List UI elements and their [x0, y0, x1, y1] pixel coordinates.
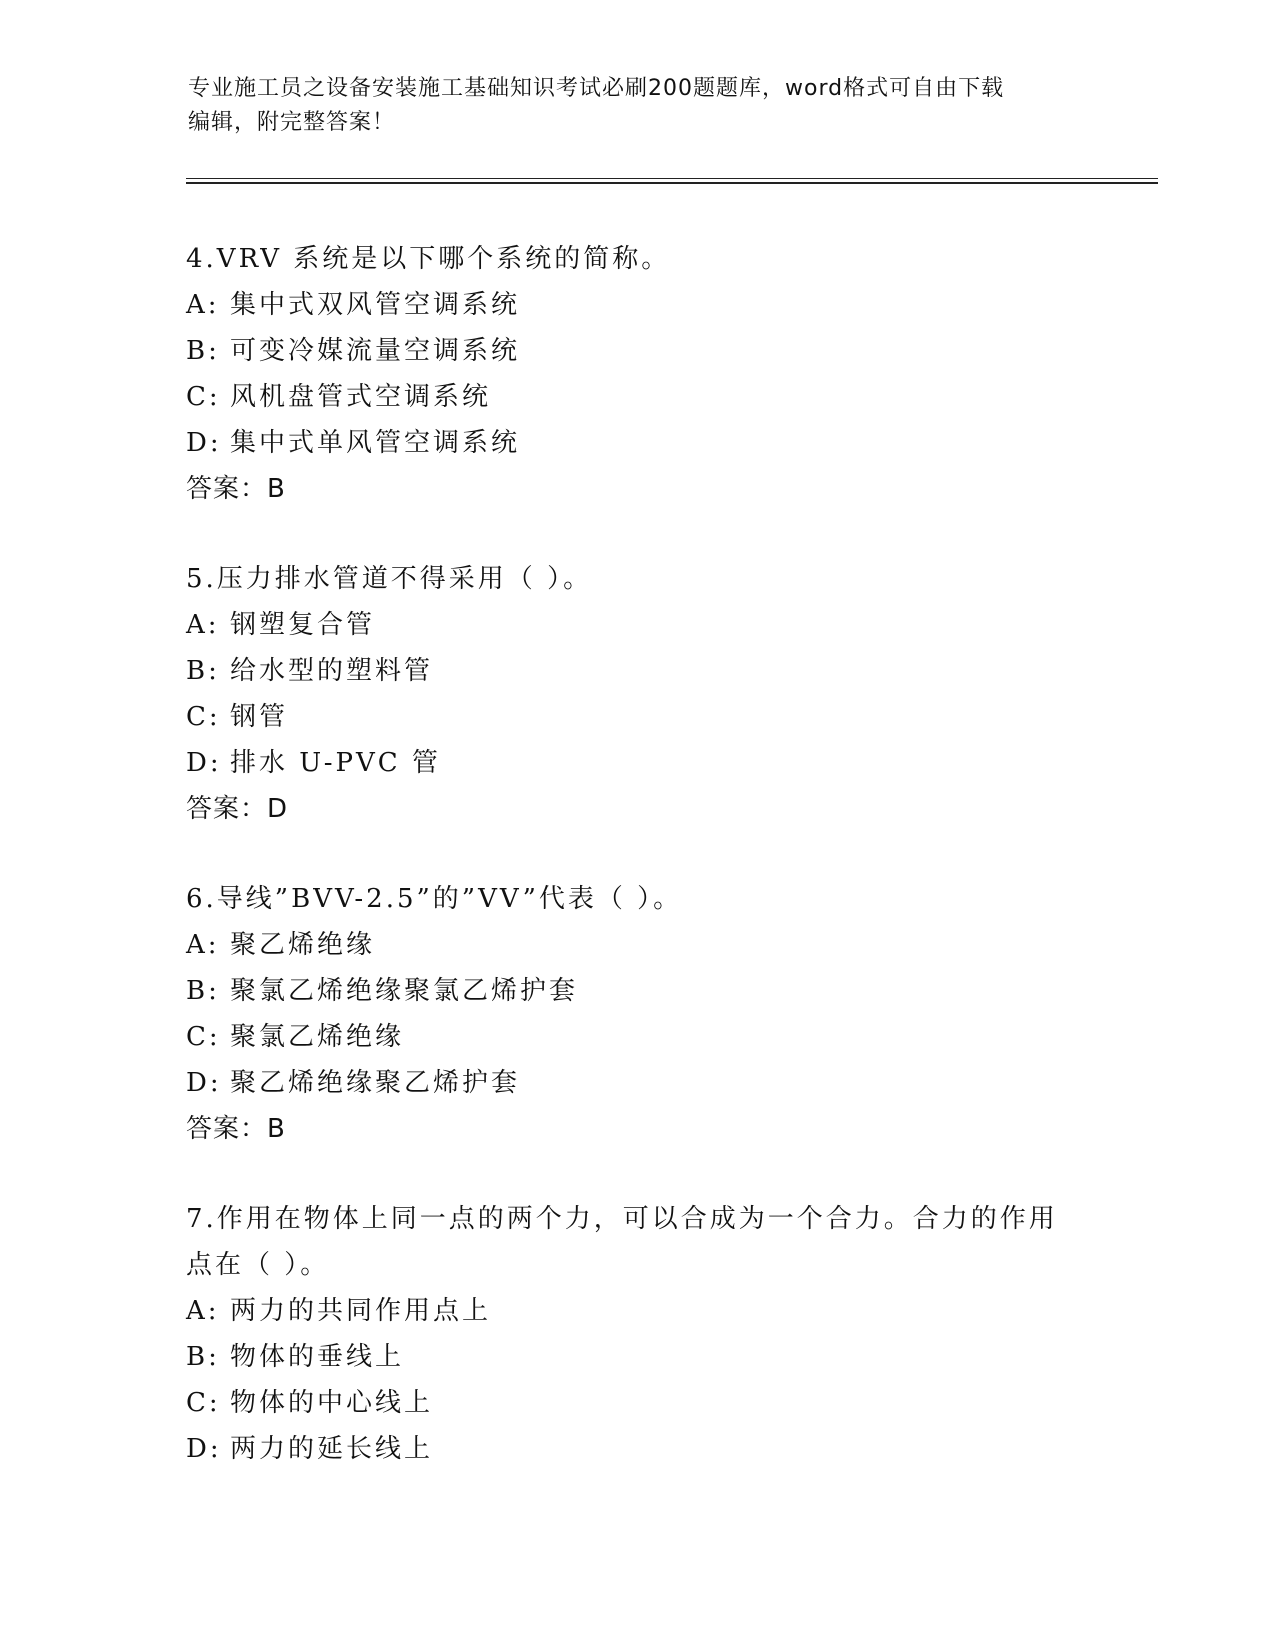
option-key: D: [186, 1068, 222, 1098]
option-text: 聚乙烯绝缘聚乙烯护套 [230, 1068, 521, 1098]
option-a [186, 282, 1066, 328]
answer-label: 答案：B [186, 474, 286, 504]
question-4 [186, 236, 1066, 512]
option-text: 钢管 [230, 702, 289, 732]
option-key: B: [186, 1342, 220, 1372]
option-text: 排水 U-PVC 管 [230, 748, 441, 778]
option-text: 聚氯乙烯绝缘 [230, 1022, 405, 1052]
option-c [186, 694, 1066, 740]
option-key: C: [186, 382, 221, 412]
question-6 [186, 876, 1066, 1152]
option-d [186, 1426, 1066, 1472]
option-text: 风机盘管式空调系统 [230, 382, 492, 412]
option-text: 钢塑复合管 [230, 610, 376, 640]
option-b [186, 968, 1066, 1014]
header-divider-bottom [186, 182, 1158, 184]
option-b [186, 328, 1066, 374]
option-text: 两力的共同作用点上 [230, 1296, 492, 1326]
option-text: 集中式单风管空调系统 [230, 428, 521, 458]
option-text: 给水型的塑料管 [230, 656, 434, 686]
option-key: B: [186, 336, 220, 366]
option-b [186, 648, 1066, 694]
option-key: A: [186, 290, 220, 320]
option-a [186, 602, 1066, 648]
answer-label: 答案：D [186, 794, 289, 824]
question-7 [186, 1196, 1066, 1472]
option-key: C: [186, 1022, 221, 1052]
option-text: 物体的中心线上 [230, 1388, 434, 1418]
option-c [186, 1014, 1066, 1060]
answer-label: 答案：B [186, 1114, 286, 1144]
question-stem-line-2: 点在（ ）。 [186, 1250, 330, 1280]
option-key: B: [186, 976, 220, 1006]
option-text: 聚乙烯绝缘 [230, 930, 376, 960]
question-stem: 5.压力排水管道不得采用（ ）。 [186, 564, 593, 594]
option-d [186, 1060, 1066, 1106]
option-key: B: [186, 656, 220, 686]
document-header [188, 72, 1088, 140]
question-stem: 4.VRV 系统是以下哪个系统的简称。 [186, 244, 671, 274]
question-5 [186, 556, 1066, 832]
option-key: A: [186, 1296, 220, 1326]
option-key: D: [186, 1434, 222, 1464]
option-key: C: [186, 1388, 221, 1418]
option-key: C: [186, 702, 221, 732]
option-key: A: [186, 930, 220, 960]
header-title-line-1: 专业施工员之设备安装施工基础知识考试必刷200题题库，word格式可自由下载 [188, 76, 1005, 101]
header-title-line-2: 编辑，附完整答案！ [188, 110, 396, 135]
option-key: D: [186, 748, 222, 778]
option-a [186, 1288, 1066, 1334]
question-stem-line-1: 7.作用在物体上同一点的两个力，可以合成为一个合力。合力的作用 [186, 1204, 1058, 1234]
option-text: 集中式双风管空调系统 [230, 290, 521, 320]
option-d [186, 740, 1066, 786]
option-text: 可变冷媒流量空调系统 [230, 336, 521, 366]
question-stem: 6.导线”BVV-2.5”的”VV”代表（ ）。 [186, 884, 683, 914]
option-key: D: [186, 428, 222, 458]
option-text: 物体的垂线上 [230, 1342, 405, 1372]
header-divider-top [186, 178, 1158, 179]
option-a [186, 922, 1066, 968]
option-c [186, 1380, 1066, 1426]
option-text: 聚氯乙烯绝缘聚氯乙烯护套 [230, 976, 579, 1006]
option-key: A: [186, 610, 220, 640]
option-text: 两力的延长线上 [230, 1434, 434, 1464]
option-b [186, 1334, 1066, 1380]
option-d [186, 420, 1066, 466]
option-c [186, 374, 1066, 420]
